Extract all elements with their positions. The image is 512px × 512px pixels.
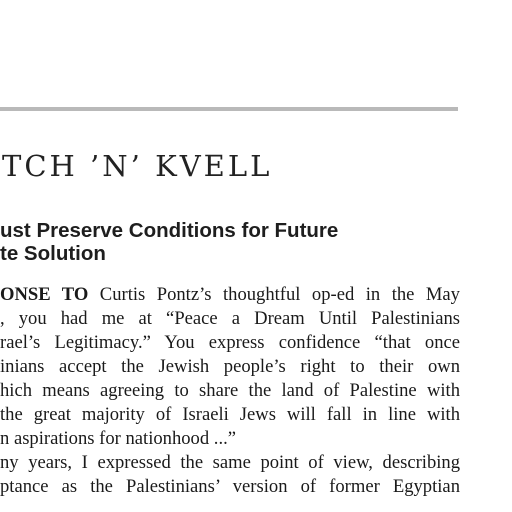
headline-line-2: te Solution — [0, 242, 106, 265]
body-line-5: hich means agreeing to share the land of Palestine with — [0, 380, 460, 401]
article-headline — [0, 219, 338, 265]
body-line-6: the great majority of Israeli Jews will fall in line with — [0, 404, 460, 425]
body-line-1-text: Curtis Pontz’s thoughtful op-ed in the May — [88, 284, 460, 305]
body-line-1 — [0, 283, 460, 307]
body-line-3: rael’s Legitimacy.” You express confidence “that once — [0, 332, 460, 353]
lead-in-bold: ONSE TO — [0, 284, 89, 305]
article-body — [0, 283, 460, 499]
body-line-4: inians accept the Jewish people’s right to their own — [0, 356, 460, 377]
section-divider — [0, 107, 458, 111]
headline-line-1: ust Preserve Conditions for Future — [0, 219, 339, 242]
section-title: TCH ’N’ KVELL — [2, 149, 273, 183]
body-line-7: n aspirations for nationhood ...” — [0, 428, 236, 449]
body-line-8: ny years, I expressed the same point of view, describing — [0, 452, 460, 473]
body-line-2: , you had me at “Peace a Dream Until Palestinians — [0, 308, 460, 329]
body-line-9: ptance as the Palestinians’ version of former Egyptian — [0, 476, 460, 497]
